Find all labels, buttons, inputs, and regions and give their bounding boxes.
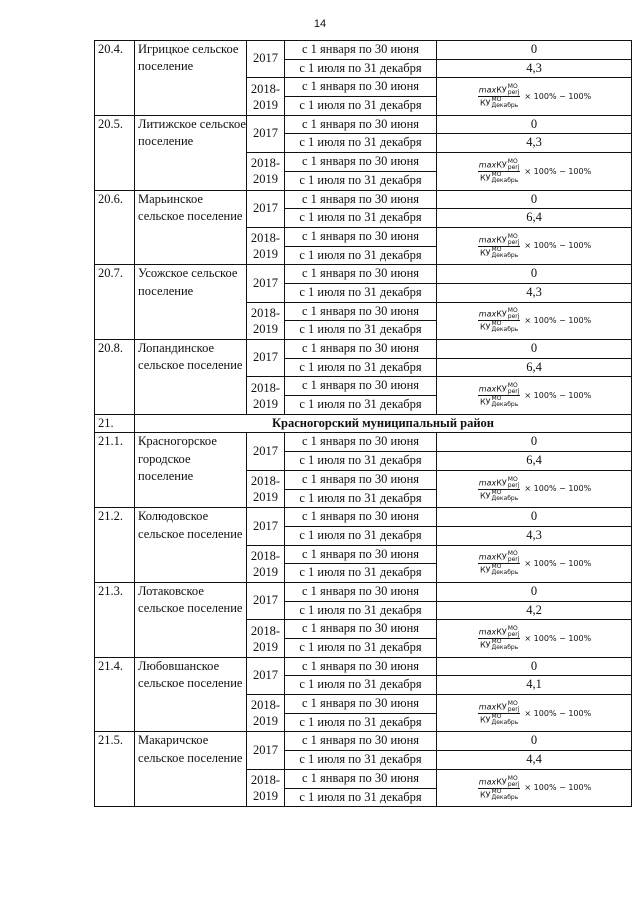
table-row <box>95 340 632 359</box>
period-first-half: с 1 января по 30 июня <box>285 470 437 489</box>
value-first-half: 0 <box>437 41 632 60</box>
value-first-half: 0 <box>437 657 632 676</box>
table-row <box>95 433 632 452</box>
year-2017: 2017 <box>247 190 285 227</box>
period-first-half: с 1 января по 30 июня <box>285 265 437 284</box>
period-second-half: с 1 июля по 31 декабря <box>285 321 437 340</box>
table-row <box>95 657 632 676</box>
value-second-half: 4,1 <box>437 676 632 695</box>
settlement-name: Игрицкое сельское поселение <box>135 41 247 116</box>
row-number: 20.4. <box>95 41 135 116</box>
table-row <box>95 115 632 134</box>
value-first-half: 0 <box>437 433 632 452</box>
value-first-half: 0 <box>437 340 632 359</box>
period-second-half: с 1 июля по 31 декабря <box>285 209 437 228</box>
period-second-half: с 1 июля по 31 декабря <box>285 639 437 658</box>
period-first-half: с 1 января по 30 июня <box>285 78 437 97</box>
growth-formula: maxКУ МО perj КУ МО Декабрь × 100% − 100% <box>437 153 632 190</box>
period-first-half: с 1 января по 30 июня <box>285 340 437 359</box>
settlement-name: Любовшанское сельское поселение <box>135 657 247 732</box>
period-second-half: с 1 июля по 31 декабря <box>285 564 437 583</box>
value-first-half: 0 <box>437 582 632 601</box>
section-number: 21. <box>95 414 135 433</box>
year-2018-2019: 2018- 2019 <box>247 470 285 507</box>
row-number: 21.4. <box>95 657 135 732</box>
period-first-half: с 1 января по 30 июня <box>285 695 437 714</box>
period-first-half: с 1 января по 30 июня <box>285 153 437 172</box>
value-second-half: 4,3 <box>437 59 632 78</box>
period-first-half: с 1 января по 30 июня <box>285 545 437 564</box>
period-first-half: с 1 января по 30 июня <box>285 377 437 396</box>
year-2018-2019: 2018- 2019 <box>247 377 285 414</box>
period-first-half: с 1 января по 30 июня <box>285 657 437 676</box>
period-second-half: с 1 июля по 31 декабря <box>285 134 437 153</box>
row-number: 20.7. <box>95 265 135 340</box>
period-second-half: с 1 июля по 31 декабря <box>285 788 437 807</box>
value-first-half: 0 <box>437 115 632 134</box>
table-row <box>95 732 632 751</box>
year-2018-2019: 2018- 2019 <box>247 769 285 806</box>
value-second-half: 4,3 <box>437 283 632 302</box>
table-row <box>95 190 632 209</box>
period-second-half: с 1 июля по 31 декабря <box>285 751 437 770</box>
period-second-half: с 1 июля по 31 декабря <box>285 246 437 265</box>
year-2018-2019: 2018- 2019 <box>247 695 285 732</box>
growth-formula: maxКУ МО perj КУ МО Декабрь × 100% − 100% <box>437 545 632 582</box>
growth-formula: maxКУ МО perj КУ МО Декабрь × 100% − 100% <box>437 377 632 414</box>
value-second-half: 4,4 <box>437 751 632 770</box>
table-row <box>95 508 632 527</box>
value-second-half: 4,3 <box>437 134 632 153</box>
growth-formula: maxКУ МО perj КУ МО Декабрь × 100% − 100% <box>437 695 632 732</box>
period-second-half: с 1 июля по 31 декабря <box>285 97 437 116</box>
row-number: 21.3. <box>95 582 135 657</box>
settlement-name: Красногорское городское поселение <box>135 433 247 508</box>
year-2018-2019: 2018- 2019 <box>247 227 285 264</box>
year-2018-2019: 2018- 2019 <box>247 620 285 657</box>
period-second-half: с 1 июля по 31 декабря <box>285 526 437 545</box>
year-2017: 2017 <box>247 657 285 694</box>
value-first-half: 0 <box>437 732 632 751</box>
period-first-half: с 1 января по 30 июня <box>285 508 437 527</box>
table-row <box>95 582 632 601</box>
growth-formula: maxКУ МО perj КУ МО Декабрь × 100% − 100% <box>437 227 632 264</box>
year-2017: 2017 <box>247 582 285 619</box>
value-second-half: 4,2 <box>437 601 632 620</box>
value-second-half: 6,4 <box>437 358 632 377</box>
year-2017: 2017 <box>247 41 285 78</box>
period-first-half: с 1 января по 30 июня <box>285 41 437 60</box>
value-second-half: 4,3 <box>437 526 632 545</box>
period-second-half: с 1 июля по 31 декабря <box>285 59 437 78</box>
period-first-half: с 1 января по 30 июня <box>285 582 437 601</box>
period-first-half: с 1 января по 30 июня <box>285 620 437 639</box>
period-second-half: с 1 июля по 31 декабря <box>285 283 437 302</box>
settlement-name: Лотаковское сельское поселение <box>135 582 247 657</box>
settlement-name: Лопандинское сельское поселение <box>135 340 247 415</box>
tariff-table <box>94 40 632 807</box>
period-second-half: с 1 июля по 31 декабря <box>285 171 437 190</box>
period-first-half: с 1 января по 30 июня <box>285 115 437 134</box>
period-first-half: с 1 января по 30 июня <box>285 769 437 788</box>
settlement-name: Литижское сельское поселение <box>135 115 247 190</box>
year-2018-2019: 2018- 2019 <box>247 545 285 582</box>
section-title: Красногорский муниципальный район <box>135 414 632 433</box>
period-second-half: с 1 июля по 31 декабря <box>285 601 437 620</box>
value-first-half: 0 <box>437 508 632 527</box>
settlement-name: Макаричское сельское поселение <box>135 732 247 807</box>
row-number: 21.1. <box>95 433 135 508</box>
year-2018-2019: 2018- 2019 <box>247 302 285 339</box>
period-second-half: с 1 июля по 31 декабря <box>285 489 437 508</box>
row-number: 21.2. <box>95 508 135 583</box>
growth-formula: maxКУ МО perj КУ МО Декабрь × 100% − 100% <box>437 769 632 806</box>
value-second-half: 6,4 <box>437 452 632 471</box>
period-first-half: с 1 января по 30 июня <box>285 732 437 751</box>
year-2017: 2017 <box>247 265 285 302</box>
growth-formula: maxКУ МО perj КУ МО Декабрь × 100% − 100% <box>437 470 632 507</box>
period-second-half: с 1 июля по 31 декабря <box>285 713 437 732</box>
row-number: 20.8. <box>95 340 135 415</box>
row-number: 21.5. <box>95 732 135 807</box>
period-first-half: с 1 января по 30 июня <box>285 190 437 209</box>
year-2017: 2017 <box>247 433 285 470</box>
year-2018-2019: 2018- 2019 <box>247 153 285 190</box>
year-2017: 2017 <box>247 732 285 769</box>
year-2017: 2017 <box>247 508 285 545</box>
section-row <box>95 414 632 433</box>
growth-formula: maxКУ МО perj КУ МО Декабрь × 100% − 100% <box>437 620 632 657</box>
growth-formula: maxКУ МО perj КУ МО Декабрь × 100% − 100% <box>437 78 632 115</box>
value-first-half: 0 <box>437 190 632 209</box>
settlement-name: Усожское сельское поселение <box>135 265 247 340</box>
year-2017: 2017 <box>247 115 285 152</box>
period-first-half: с 1 января по 30 июня <box>285 227 437 246</box>
value-first-half: 0 <box>437 265 632 284</box>
year-2018-2019: 2018- 2019 <box>247 78 285 115</box>
row-number: 20.6. <box>95 190 135 265</box>
period-second-half: с 1 июля по 31 декабря <box>285 452 437 471</box>
period-second-half: с 1 июля по 31 декабря <box>285 358 437 377</box>
row-number: 20.5. <box>95 115 135 190</box>
table-row <box>95 41 632 60</box>
settlement-name: Колюдовское сельское поселение <box>135 508 247 583</box>
page-number: 14 <box>313 18 327 30</box>
value-second-half: 6,4 <box>437 209 632 228</box>
period-first-half: с 1 января по 30 июня <box>285 302 437 321</box>
year-2017: 2017 <box>247 340 285 377</box>
table-row <box>95 265 632 284</box>
period-second-half: с 1 июля по 31 декабря <box>285 396 437 415</box>
period-first-half: с 1 января по 30 июня <box>285 433 437 452</box>
growth-formula: maxКУ МО perj КУ МО Декабрь × 100% − 100% <box>437 302 632 339</box>
period-second-half: с 1 июля по 31 декабря <box>285 676 437 695</box>
settlement-name: Марьинское сельское поселение <box>135 190 247 265</box>
